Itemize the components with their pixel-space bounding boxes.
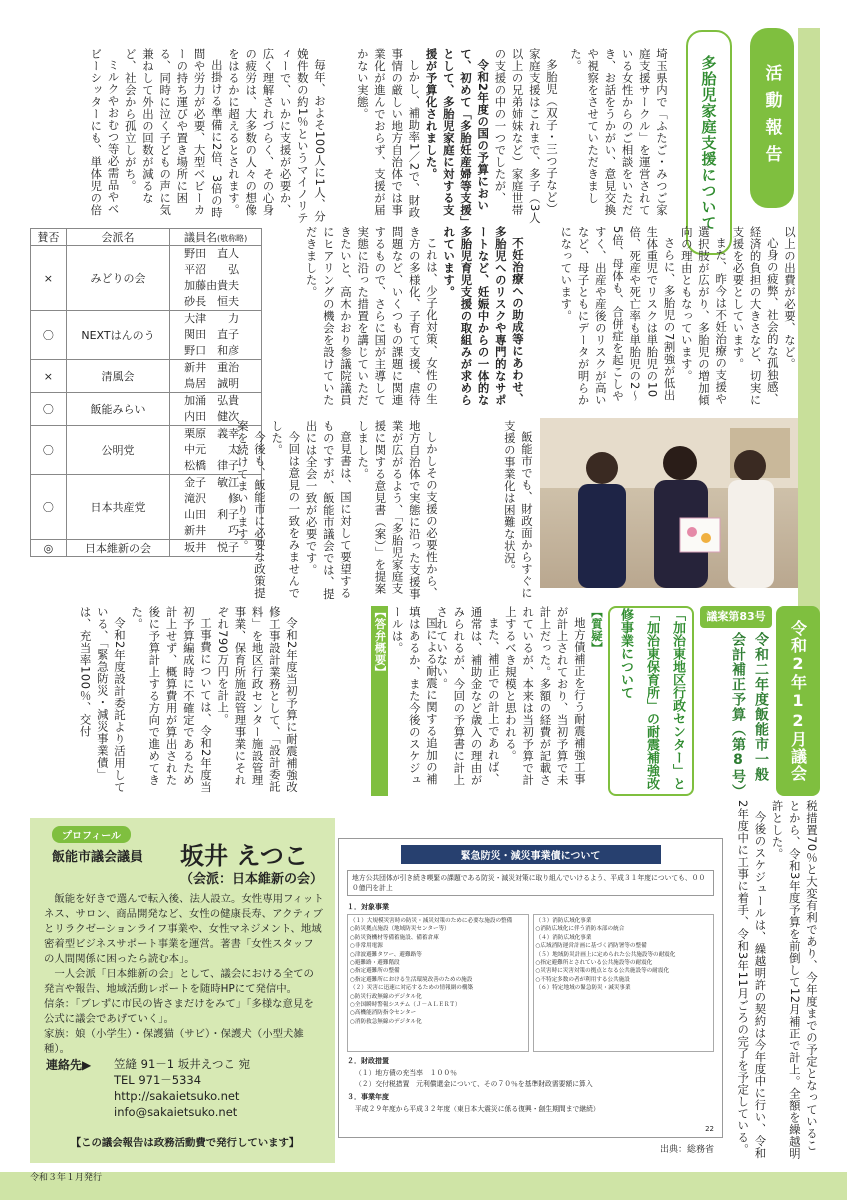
answer-text5: 今後のスケジュールは、繰越明許の契約は今年度中に行い、令和2年度中に工事に着手、令和3年11月ごろの完了を予定している。 [736,800,768,1160]
para-d3: また、昨今は不妊治療の支援や選択肢が広がり、多胎児の増加傾向の理由ともなっています。 [679,226,729,406]
list-item: ○指定避難所の整備 [350,968,400,975]
footer-band [0,1172,847,1200]
photo-illustration [540,418,798,588]
para-b3: しかし、補助率1／2で、財政事情の厳しい地方自治体では事業化が進んでおらず、支援が届かない実態。 [355,48,422,220]
para-c1: 毎年、およそ100人に1人、分娩件数の約1％というマイノリティーで、いかに支援が必要か、広く理解されづらく、その心身の疲労は、大多数の人々の想像をはるかに超えるとされます。 [226,48,327,224]
list-item: （５）地域防災計画上に定められた公共施設等の耐震化 [535,951,676,958]
member: 栗原 義幸 [184,427,240,440]
para-d1: 以上の出費が必要、など。 [783,226,797,370]
member: 野口 和彦 [184,344,240,357]
profile-name: 坂井 えつこ [180,842,308,870]
question-text2: また、補正での計上であれば、通常は、補助金など歳入の理由がみられるが、今回の予算書に計上されていない。 [435,606,501,786]
vote-cell: 〇 [31,311,67,360]
doc-sec1: １．対象事業 [347,903,389,911]
para-b2: 令和2年度の国の予算において、初めて「多胎妊産婦等支援」として、多胎児家庭に対する支援が予算化されました。 [424,48,491,223]
profile-role: 飯能市議会議員 [52,850,144,865]
member: 平沼 弘 [184,263,240,276]
vote-cell: 〇 [31,426,67,475]
para-f2: しかしその支援の必要性から、地方自治体で実態に沿った支援事業が広がるよう、「多胎児家庭支援に関する意見書（案）」を提案しました。 [356,420,439,600]
doc-page: 22 [705,1125,714,1133]
para-c2: 出掛ける準備に2倍、3倍の時間や労力が必要、大型ベビーカーの持ち運びや置き場所に困る、同時に泣く子どもの声に気兼ねして外出の回数が減るなど、社会から孤立しがち。 [123,48,224,220]
doc-intro: 地方公共団体が引き続き喫緊の課題である防災・減災対策に取り組んでいけるよう、平成３１年度についても、０００億円を計上 [347,870,714,896]
list-item: （２）災害に迅速に対応するための情報網の構築 [350,985,474,992]
question-text3: 国による耐震に関する追加の補填はあるか、また今後のスケジュールは。 [390,606,439,786]
answer-text2: 工事費については、令和2年度当初予算編成時に不確定であるため計上せず、概算費用が算出された後に予算計上する方向で進めてきた。 [130,606,213,794]
para-e1: 不妊治療への助成等にあわせ、多胎児へのリスクや専門的なサポートなど、妊娠中からの一体的な多胎児育児支援の取組みが求められています。 [442,226,525,406]
member: 内田 健次 [184,410,240,423]
party-cell: みどりの会 [66,246,169,311]
table-row [31,311,262,360]
doc-title: 緊急防災・減災事業債について [401,845,661,864]
vote-cell: × [31,360,67,393]
mof-document [338,838,723,1138]
answer-text: 令和2年度当初予算に耐震補強改修工事設計業務として、「設計委託料」を地区行政センター施設管理事業、保育所施設管理事業にそれぞれ790万円を計上。 [216,606,299,794]
doc-sec2: ２．財政措置 [347,1057,389,1065]
list-item: （６）特定地域の緊急防災・減災事業 [535,985,631,992]
bio-para: 一人会派「日本維新の会」として、議会における全ての発言や報告、地域活動レポートを随時HPにて発信中。 [44,968,314,995]
list-item: ○津波避難タワー、避難路等 [350,951,422,958]
member: 鳥居 誠明 [184,377,240,390]
member: 加涌 弘貴 [184,394,240,407]
profile-bio [44,892,324,1057]
list-item: ○消防救急無線のデジタル化 [350,1018,422,1025]
party-cell: 公明党 [66,426,169,475]
party-cell: 日本維新の会 [66,540,169,557]
answer-text3: 令和2年度設計委託より活用している、「緊急防災・減災事業債」は、充当率100％、交付 [78,606,127,794]
vote-table [30,228,262,557]
article1-multiple-birth [328,48,560,226]
members-cell [170,360,262,393]
list-item: ○災害時に災害対策の拠点となる公共施設等の耐震化 [535,968,670,975]
article1-burden [528,226,798,406]
bill-number: 議案第83号 [700,606,772,628]
table-row [31,426,262,475]
member: 新井 重治 [184,361,240,374]
party-cell: 飯能みらい [66,393,169,426]
doc-items [347,914,714,1052]
table-row [31,540,262,557]
answer-label: 【答弁概要】 [371,606,388,796]
member: 大津 力 [184,312,240,325]
table-row [31,475,262,540]
question-block-cont [300,606,440,796]
list-item: ○不特定多数の者が利用する公共施設 [535,976,630,983]
vote-table-header [31,229,262,246]
article1-minority [28,48,328,226]
table-row [31,246,262,311]
doc-source: 出典：総務省 [660,1145,715,1155]
vote-cell: ◎ [31,540,67,557]
question-label: 【質疑】 [590,606,604,654]
header-party: 会派名 [66,229,169,246]
para-d4: さらに、多胎児の7割強が低出生体重児でリスクは単胎児の10倍、死産や死亡率も単胎児の2～5倍、母体も、合併症を起こしやすく、出産や産後のリスクが高いなど、母子ともにデータが明らかになっています。 [559,226,677,406]
article1-request [268,226,526,406]
contact-email[interactable]: info@sakaietsuko.net [114,1105,238,1119]
question-block [435,606,605,796]
member: 野田 直人 [184,247,240,260]
doc-fin1: （１）地方債の充当率 １００％ [355,1069,457,1077]
vote-cell: 〇 [31,393,67,426]
table-row [31,393,262,426]
doc-left-list [347,914,529,1052]
member: 松橋 律子 [184,459,240,472]
list-item: （３）消防広域化事業 [535,918,592,924]
member: 坂井 悦子 [184,541,240,554]
list-item: ○消防広域化に伴う消防本部の統合 [535,926,625,933]
funding-note: 【この議会報告は政務活動費で発行しています】 [70,1137,300,1149]
party-cell: NEXTはんのう [66,311,169,360]
report-badge: 活動報告 [750,28,794,208]
contact-web[interactable]: http://sakaietsuko.net [114,1089,240,1103]
doc-right-list [533,914,715,1052]
topic1-heading: 多胎児家庭支援について [686,30,732,255]
para-f3: 意見書は、国に対して要望するものですが、飯能市議会では、提出には全会一致が必要です。 [304,420,353,600]
para-f1: 飯能市でも、財政面からすぐに支援の事業化は困難な状況。 [502,420,534,600]
header-honorific: (敬称略) [216,234,248,243]
header-members-label: 議員名 [183,231,217,244]
members-cell [170,246,262,311]
answer-block [30,606,300,796]
member: 新井 巧 [184,524,240,537]
profile-box [30,818,335,1163]
para-f4: 今回は意見の一致をみませんでした。 [270,420,302,600]
list-item: ○全国瞬時警報システム（Ｊ－ＡＬＥＲＴ） [350,1002,461,1009]
contact-tel[interactable]: TEL 971－5334 [114,1073,202,1087]
question-text: 地方債補正を行う耐震補強工事が計上されており、当初予算で未計上だった。多額の経費が記載されているが、本来は当初予算で計上するべき規模と思われる。 [503,606,587,786]
member: 金子 敏江 [184,476,240,489]
contact-address: 笠縫 91－1 坂井えつこ 宛 [114,1057,251,1071]
header-members [170,229,262,246]
para-e2: これは、少子化対策、女性の生き方の多様化、子育て支援、虐待問題など、いくつもの課題に関連するもので、さらに国が主導して実態に沿った措置を講じていただきたいと、高木かおり参議院議員にヒアリングの機会を設けていただきました。 [304,226,439,406]
bio-para: 信条：「ブレずに市民の皆さまだけをみて」「多様な意見を公式に議会であげていく」。 [44,998,314,1025]
party-cell: 日本共産党 [66,475,169,540]
list-item: ○防災行政無線のデジタル化 [350,993,422,1000]
list-item: ○広域消防運営計画に基づく消防署等の整備 [535,943,647,950]
answer-text4: 税措置70％と大変有利であり、今年度までの予定となっていることから、令和3年度予算を前倒して12月補正で計上。全額を繰越明許とした。 [770,800,819,1160]
bio-para: 家族：娘（小学生）・保護猫（サビ）・保護犬（小型犬雑種）。 [44,1028,304,1055]
profile-label: プロフィール [52,826,131,843]
profile-faction: （会派：日本維新の会） [180,872,324,887]
issue-date: 令和３年１月発行 [30,1173,103,1183]
member: 関田 直子 [184,328,240,341]
members-cell [170,311,262,360]
member: 中元 太 [184,443,240,456]
session-heading: 令和2年12月議会 [776,606,820,796]
vote-cell: 〇 [31,475,67,540]
header-vote: 賛否 [31,229,67,246]
list-item: ○防災拠点施設（地域防災センター等） [350,926,450,933]
article1-intro: 埼玉県内で「ふたご・みつご家庭支援サークル」を運営されている女性からのご相談をいただき、お話をうかがい、意見交換や視察をさせていただきました。 [568,48,669,216]
bio-para: 飯能を好きで選んで転入後、法人設立。女性専用フィットネス、サロン、商品開発など、女性の健康長寿、アクティブとリラクゼーションライフ事業や、女性マネジメント、地域密着型ビジネスサポート事業を運営。著書「女性スタッフの人間関係に困ったら読む本」。 [44,893,324,965]
para-f5: 今後も、飯能市に必要な政策提案を続けてまいります。 [235,420,267,600]
list-item: ○指定避難所とされている公共施設等の耐震化 [535,960,653,967]
para-c3: ミルクやおむつ等必需品やベビーシッターにも、単体児の倍 [89,48,121,216]
right-accent-bar [798,28,820,628]
party-cell: 清風会 [66,360,169,393]
contact-label: 連絡先▶ [46,1058,92,1072]
article1-proposal [440,420,535,600]
article1-proposal-cont [235,420,440,600]
list-item: ○高機能消防指令センター [350,1010,417,1017]
answer-block-cont [730,800,820,1160]
doc-period: 平成２９年度から平成３２年度（東日本大震災に係る復興・創生期間まで継続） [355,1105,600,1113]
member: 滝沢 修 [184,492,240,505]
list-item: ○非常用電源 [350,943,383,950]
contact-details [114,1056,250,1120]
doc-fin2: （２）交付税措置 元利償還金について、その７０％を基準財政需要額に算入 [355,1080,593,1088]
list-item: ○避難路・避難階段 [350,960,400,967]
list-item: ○指定避難所における生活環境改善のための施設 [350,976,473,983]
para-d2: 心身の疲弊、社会的な孤独感、経済的負担の大きさなど、切実に支援を必要としています。 [731,226,780,406]
vote-cell: × [31,246,67,311]
member: 加藤由貴夫 [184,279,240,292]
bill-title: 令和二年度飯能市一般会計補正予算（第8号） [730,632,769,799]
para-b1: 多胎児（双子・三つ子など）家庭支援はこれまで、多子（3人以上の兄弟姉妹など）家庭世帯の支援の中の一つでしたが、 [493,48,559,224]
table-row [31,360,262,393]
meeting-photo [540,418,798,588]
list-item: ○防災資機材等備蓄施設、備蓄倉庫 [350,934,439,941]
topic2-heading: 「加治東地区行政センター」と「加治東保育所」の耐震補強改修事業について [608,606,694,796]
list-item: （４）消防広域化事業 [535,934,592,941]
doc-sec3: ３．事業年度 [347,1093,389,1101]
list-item: （１）大規模災害時の防災・減災対策のために必要な施設の整備 [350,918,513,924]
member: 山田 利子 [184,508,240,521]
member: 砂長 恒夫 [184,295,240,308]
